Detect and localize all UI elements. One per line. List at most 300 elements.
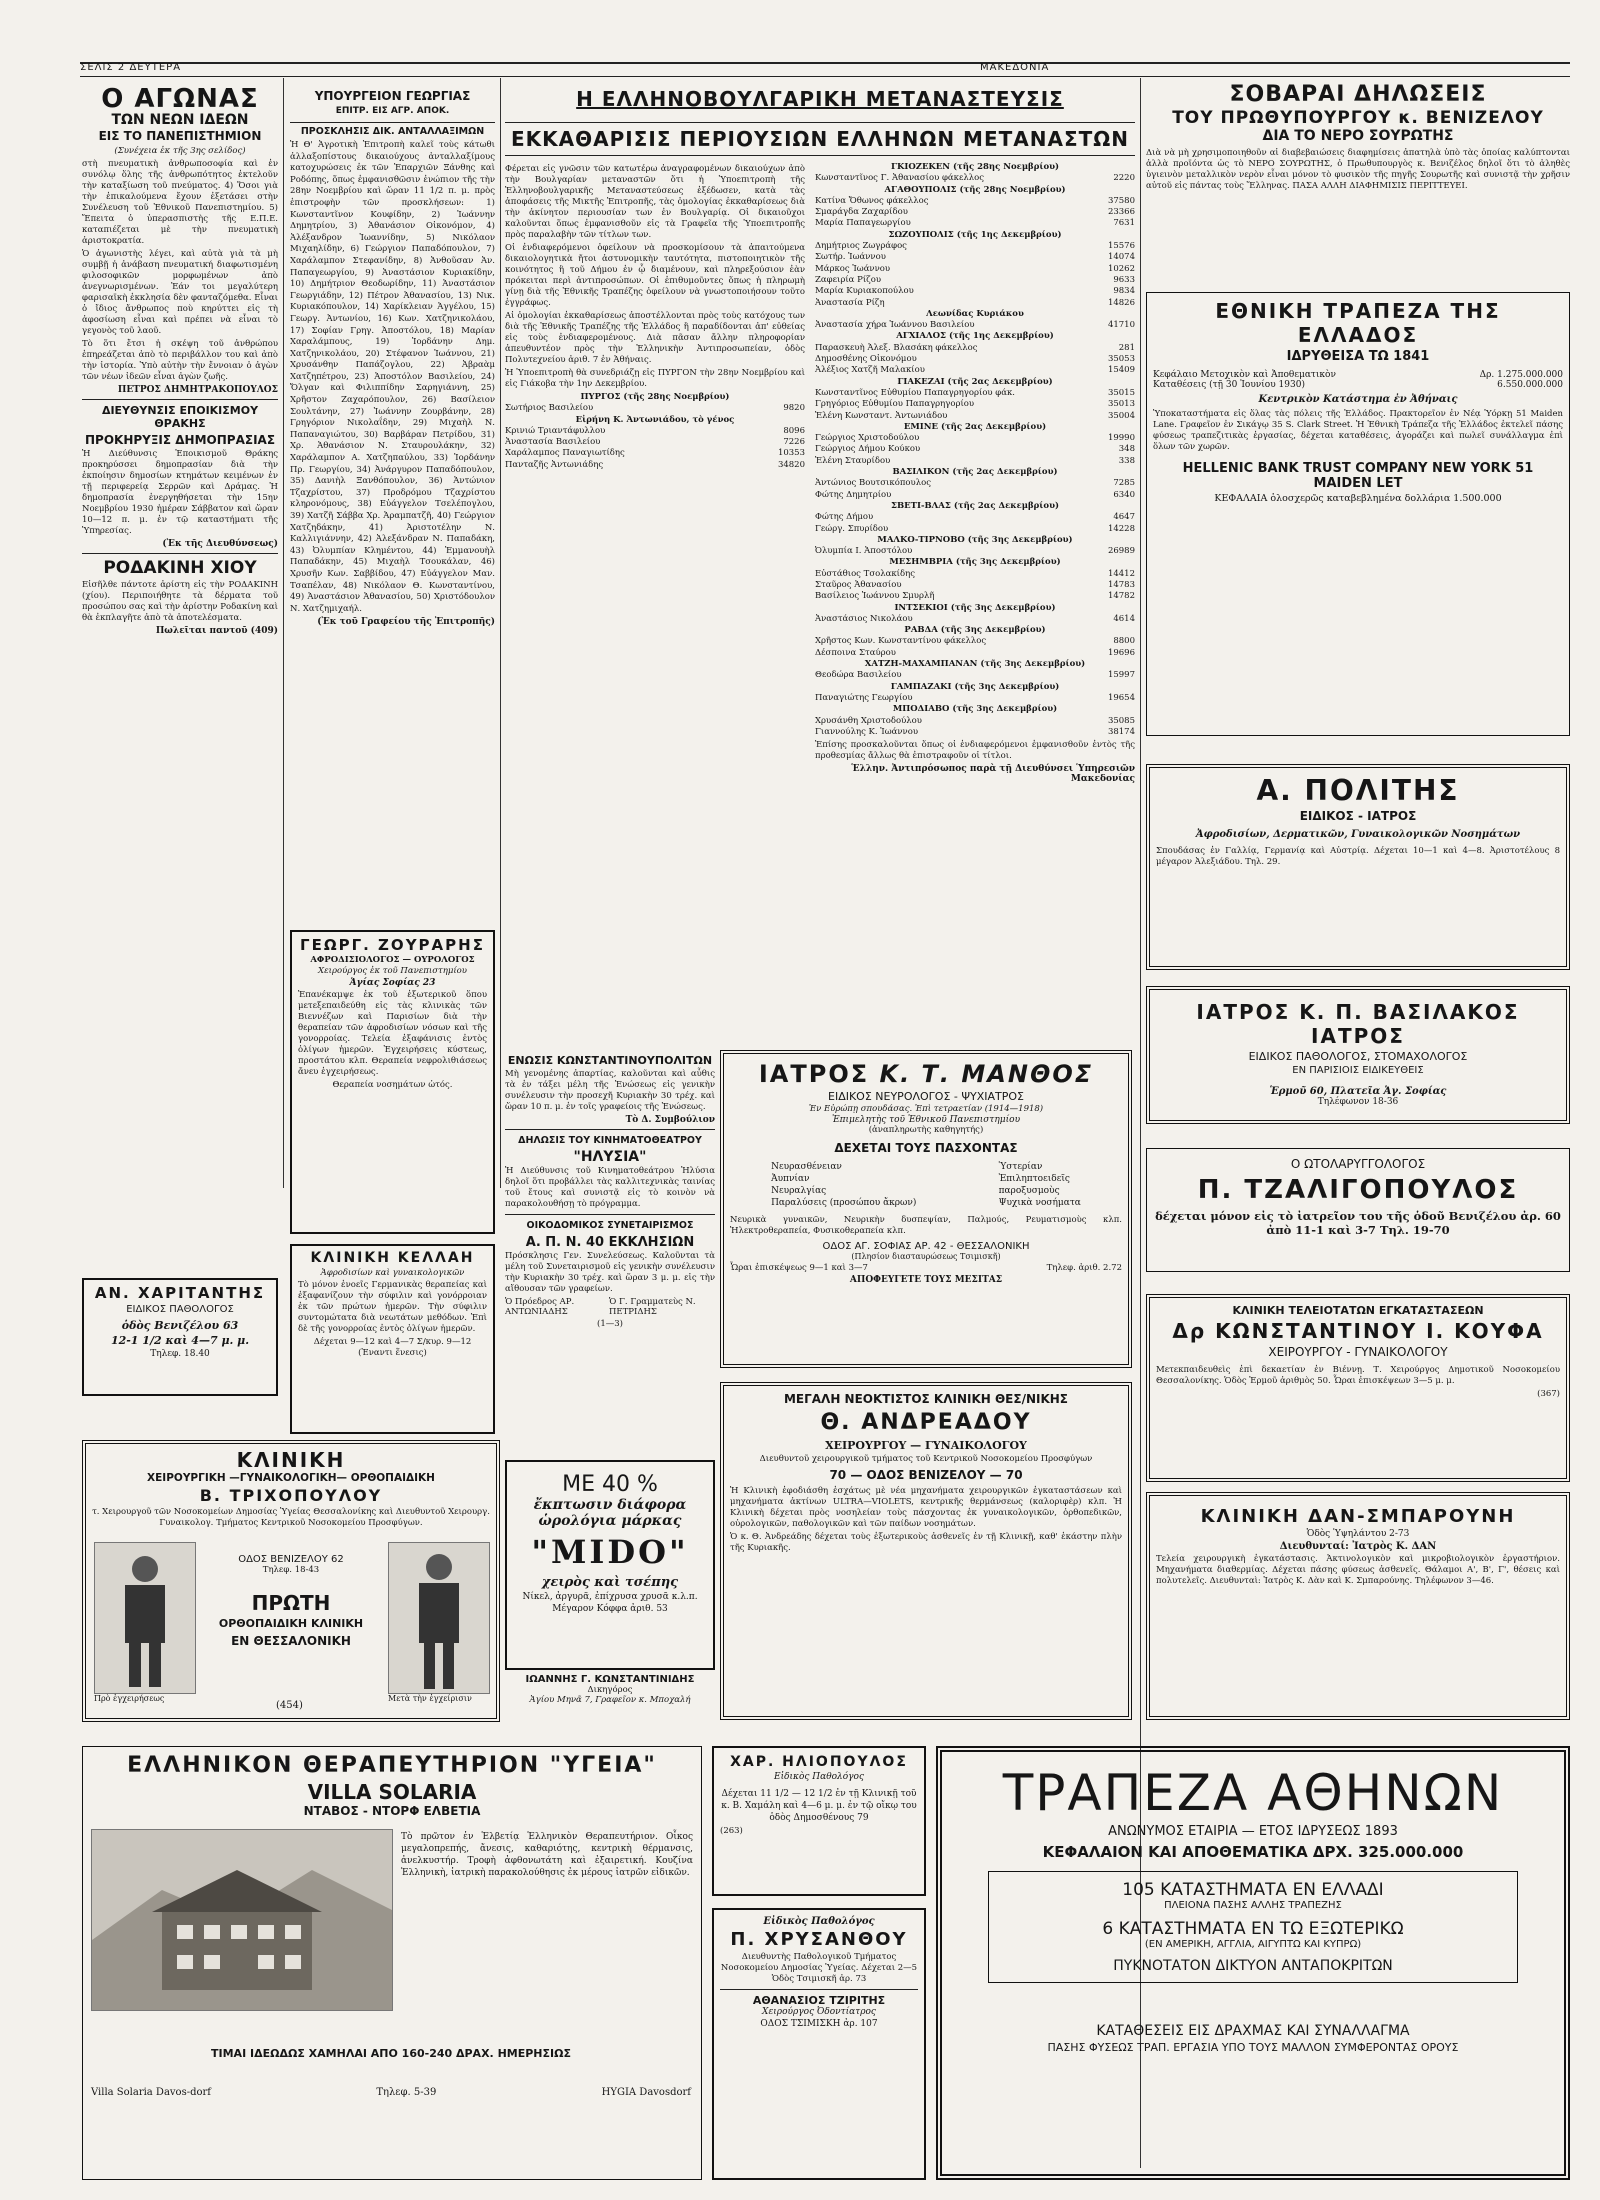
list-item-amount: 38174 [1107,726,1135,737]
ad-text: Ἡ Κλινικὴ ἐφοδιάσθη ἐσχάτως μὲ νέα μηχανήματα χειρουργικῶν ἐγκαταστάσεων καὶ μηχανήματα ἀκτίνων ULTRA—VIOLETS, κεντρικῆς θερμάνσεως (καλοριφὲρ) κλπ. Ἡ Κλινικὴ δέχεται πρὸς νοσηλείαν τοὺς πάσχοντας ἐκ γυναικολογικῶν, ὀρθοπεδικῶν, οὐρολογικῶν, παθολογικῶν καὶ τῶν παίδων νοσημάτων. [730,1486,1122,1529]
ad-phone: Τηλεφ. 5-39 [376,2087,437,2098]
list-item-name: Φώτης Δήμου [815,512,874,523]
ad-title: ΜΕΓΑΛΗ ΝΕΟΚΤΙΣΤΟΣ ΚΛΙΝΙΚΗ ΘΕΣ/ΝΙΚΗΣ [783,1392,1069,1406]
ad-line: Ἀφροδισίων, Δερματικῶν, Γυναικολογικῶν Νοσημάτων [1195,829,1521,840]
list-item [815,422,1135,433]
ad-subtitle: ΧΕΙΡΟΥΡΓΟΥ — ΓΥΝΑΙΚΟΛΟΓΟΥ [825,1439,1027,1452]
list-item-amount: 7631 [1113,218,1135,229]
list-item [815,580,1135,591]
branches-abroad-note: (ΕΝ ΑΜΕΡΙΚΗ, ΑΓΓΛΙΑ, ΑΙΓΥΠΤΩ ΚΑΙ ΚΥΠΡΩ) [1144,1939,1362,1950]
ad-name: ΑΘΑΝΑΣΙΟΣ ΤΖΙΡΙΤΗΣ [752,1994,886,2007]
list-item [815,603,1135,614]
bank-subtitle: ΑΝΩΝΥΜΟΣ ΕΤΑΙΡΙΑ — ΕΤΟΣ ΙΔΡΥΣΕΩΣ 1893 [1108,1824,1398,1839]
notice-paragraph: Πρόσκλησις Γεν. Συνελεύσεως. Καλοῦνται τὰ μέλη τοῦ Συνεταιρισμοῦ εἰς γενικὴν συνέλευσιν τὴν Κυριακὴν 30 τρέχ. καὶ ὥραν 3 μ. μ. εἰς τὴν αἴθουσαν τῶν γραφείων. [505,1251,715,1294]
list-item [815,524,1135,535]
list-item-name: Σμαράγδα Ζαχαρίδου [815,207,908,218]
list-item-amount: 35085 [1107,715,1135,726]
notice-paragraph: Ἡ Θ' Ἀγροτικὴ Ἐπιτροπὴ καλεῖ τοὺς κάτωθι ἀλλαξοπίστους δικαιούχους ἀνταλλαξίμους κατοχυρώσεις ἐκ τῶν Ἐπαρχιῶν Ξάνθης καὶ Ροδόπης, ὅπως ἐμφανισθῶσιν ἐνώπιον τῆς τὴν 28ην Νοεμβρίου καὶ ὥραν 11 1/2 π. μ. πρὸς ἐπιστροφὴν τῶν προσκλήσεων: 1) Κωνσταντῖνον Κουφίδην, 2) Ἰωάννην Δημητρίου, 3) Ἀθανάσιον Οἰκονόμον, 4) Ἀλέξανδρον Ἰωαννίδην, 5) Νικόλαον Μιχαηλίδην, 6) Γεώργιον Παπαδόπουλον, 7) Χαράλαμπον Στεφανίδην, 8) Ἀνθοῦσαν Ἀν. Παπαγεωργίου, 9) Ἀναστάσιον Κυριακίδην, 10) Δημήτριον Θεοδωρίδην, 11) Ἀναστάσιον Γεωργιάδην, 12) Πέτρον Ἀθανασίου, 13) Νικ. Κυριακόπουλον, 14) Χαρίκλειαν Ἀγγέλου, 15) Γεωργ. Ἀντωνίου, 16) Κων. Χατζηνικολάου, 17) Σοφίαν Γρηγ. Ἀποστόλου, 18) Μαρίαν Χαραλάμπους, 19) Ἰορδάνην Δημ. Χατζηνικολάου, 20) Στέφανον Ἰωάννου, 21) Χρυσάνθην Παπάζογλου, 22) Ἀβραὰμ Χατζηπέτρου, 23) Ἀποστόλον Βασιλείου, 24) Ὄλγαν καὶ Φιλιππίδην Σαρηγιάννη, 25) Χρῆστον Ζαχαρόπουλον, 26) Βασίλειον Σουλτάνην, 27) Ἰωάννην Ζουρβάνην, 28) Γρηγόριον Νικολαΐδην, 29) Μιχαὴλ Ν. Παπαναγιώτου, 30) Βαρβάραν Πετρίδου, 31) Χρ. Ἀθανάσιον Ν. Σταυρουλάκην, 32) Χαράλαμπον Α. Χατζηπαύλου, 33) Ἰορδάνην Πρ. Γεωργίου, 34) Ἀνάργυρον Παπαδόπουλον, 35) Δανιὴλ Ξανθόπουλον, 36) Ἀντώνιον Τζαχρίστου, 37) Προδρόμου Τζαχρίστου κληρονόμους, 38) Εὐάγγελον Τσελέπογλου, 39) Χατζῆ Σάββα Χρ. Ἀραμπατζῆ, 40) Γεώργιον Χατζηδάκην, 41) Ἀριστοτέλην Ν. Καλλιγιάννην, 42) Ἀλεξάνδραν Ν. Παπαδάκη, 43) Ὀλυμπίαν Κλημέντου, 44) Ἐμμανουὴλ Παπαδάκην, 45) Μιχαὴλ Τσουκάλαν, 46) Χρυσῆν Κων. Σαββίδου, 47) Εὐάγγελον Μαν. Τσαπέλαν, 48) Νικόλαον Θ. Κωνσταντίνου, 49) Ἀναστάσιον Ἀθανασίου, 50) Χριστόδουλον Ν. Χατζημιχαήλ. [290,140,495,614]
condition-item: παροξυσμοὺς [998,1186,1060,1196]
list-item [505,426,805,437]
column-rule [283,78,284,1188]
ad-address: Villa Solaria Davos-dorf [91,2087,211,2098]
list-item-name: Ἀναστάσιος Νικολάου [815,613,913,624]
column-3 [505,86,1135,1046]
notice-name: "ΗΛΥΣΙΑ" [573,1149,647,1165]
list-item [815,343,1135,354]
list-item [815,354,1135,365]
list-item-name: Σωτήρ. Ἰωάννου [815,252,886,263]
villa-photo [91,1829,393,2011]
deposits-label: Καταθέσεις (τῇ 30 Ἰουνίου 1930) [1153,380,1305,390]
list-item-name: Κρινιώ Τριαντάφυλλου [505,425,606,436]
article-paragraph: Διὰ νὰ μὴ χρησιμοποιηθοῦν αἱ διαβεβαιώσεις διαφημίσεις ἀπατηλὰ ὑπὸ τὰς ὁποίας καλύπτονται ἀλλὰ προϊόντα ὡς τὸ ΝΕΡΟ ΣΟΥΡΩΤΗΣ, ὁ Πρωθυπουργὸς κ. Βενιζέλος δηλοῖ ὅτι τὸ ἀληθὲς ὑγιεινὸν μεταλλικὸν νερὸν εἶναι μόνον τὸ φυσικὸν τῆς πηγῆς Σουρωτῆς καὶ συνιστᾷ τὴν χρῆσιν αὐτοῦ εἰς πάντας τοὺς Ἕλληνας. ΠΑΣΑ ΑΛΛΗ ΔΙΑΦΗΜΙΣΙΣ ΠΕΡΙΤΤΕΥΕΙ. [1146,148,1570,191]
ad-phone: Τηλεφ. 18-43 [262,1565,320,1575]
list-item [815,693,1135,704]
ad-address: 70 — ΟΔΟΣ ΒΕΝΙΖΕΛΟΥ — 70 [829,1468,1023,1482]
list-item-amount: 19990 [1107,433,1135,444]
list-item-name: Βασίλειος Ἰωάννου Σμυρλῆ [815,591,935,602]
list-item-name: Γρηγόριος Εὐθυμίου Παπαγρηγορίου [815,399,975,410]
article-title-line2: ΤΟΥ ΠΡΩΘΥΠΟΥΡΓΟΥ κ. ΒΕΝΙΖΕΛΟΥ [1172,108,1544,128]
ad-iliopoulos [712,1746,926,1896]
list-item-amount: 14228 [1107,523,1135,534]
list-group-heading: ΜΑΛΚΟ-ΤΙΡΝΟΒΟ (τῆς 3ης Δεκεμβρίου) [877,534,1073,545]
ad-line: (ἀναπληρωτὴς καθηγητής) [868,1125,984,1135]
article-paragraph: Ἐπίσης προσκαλοῦνται ὅπως οἱ ἐνδιαφερόμενοι ἐμφανισθοῦν ἐντὸς τῆς προθεσμίας ἄλλως θὰ ἐπιστραφοῦν οἱ τίτλοι. [815,740,1135,762]
article-paragraph: Ἡ Ὑποεπιτροπὴ θὰ συνεδριάζῃ εἰς ΠΥΡΓΟΝ τὴν 28ην Νοεμβρίου καὶ εἰς Γιάκοβα τὴν 1ην Δεκεμβρίου. [505,368,805,389]
list-item [815,241,1135,252]
ad-name: Α. ΠΟΛΙΤΗΣ [1256,774,1460,807]
list-item [815,252,1135,263]
list-item-name: Κατίνα Ὄθωνος φάκελλος [815,195,929,206]
ad-heading: ΔΕΧΕΤΑΙ ΤΟΥΣ ΠΑΣΧΟΝΤΑΣ [834,1141,1018,1155]
ad-address: Ἑρμοῦ 60, Πλατεῖα Ἁγ. Σοφίας [1269,1086,1447,1097]
condition-item: Νευρασθένειαν [771,1162,842,1172]
ad-line: χειρὸς καὶ τσέπης [541,1575,679,1590]
column-rule [500,78,501,1188]
bank-founded: ΙΔΡΥΘΕΙΣΑ ΤΩ 1841 [1286,349,1430,364]
notice-paragraph: Μὴ γενομένης ἀπαρτίας, καλοῦνται καὶ αὖθις τὰ ἐν τάξει μέλη τῆς Ἑνώσεως εἰς γενικὴν συνέλευσιν τὴν προσεχῆ Κυριακὴν 30 τρέχ. καὶ ὥραν 10 π. μ. ἐν τοῖς γραφείοις τῆς Ἑνώσεως. [505,1069,715,1112]
ad-subtitle: Δικηγόρος [587,1685,633,1695]
list-item-amount: 9820 [783,403,805,414]
ad-title: ΙΑΤΡΟΣ [758,1060,870,1088]
ad-subtitle: Εἰδικὸς Παθολόγος [763,1916,875,1927]
list-item [815,670,1135,681]
hellenic-bank: HELLENIC BANK TRUST COMPANY NEW YORK 51 MAIDEN LET [1182,461,1534,491]
list-item-name: Πανταζῆς Ἀντωνιάδης [505,459,604,470]
divider [82,553,278,554]
list-item-amount: 37580 [1107,195,1135,206]
notice-signature: (Ἐκ τῆς Διευθύνσεως) [162,539,278,549]
list-item-name: Γεώργιος Χριστοδούλου [815,433,920,444]
list-item [815,682,1135,693]
ad-name: ΚΛΙΝΙΚΗ ΔΑΝ-ΣΜΠΑΡΟΥΝΗ [1200,1506,1516,1527]
list-item-amount: 14826 [1107,297,1135,308]
ad-mido [505,1460,715,1670]
list-item-amount: 8800 [1113,636,1135,647]
list-item [815,591,1135,602]
ad-brand: "MIDO" [531,1533,689,1571]
ad-bank-of-athens [936,1746,1570,2180]
divider [505,1129,715,1130]
ad-name: ΚΛΙΝΙΚΗ ΚΕΛΛΑΗ [310,1250,475,1266]
list-item [815,264,1135,275]
ad-number: (367) [1537,1389,1560,1399]
ad-dan-smparouni [1146,1492,1570,1720]
ad-text: Ὁ κ. Θ. Ἀνδρεάδης δέχεται τοὺς ἐξωτερικοὺς ἀσθενεῖς ἐν τῇ Κλινικῇ, καθ' ἑκάστην πλὴν τῆς Κυριακῆς. [730,1532,1122,1553]
ad-price: ΤΙΜΑΙ ΙΔΕΩΔΩΣ ΧΑΜΗΛΑΙ ΑΠΟ 160-240 ΔΡΑΧ. ΗΜΕΡΗΣΙΩΣ [211,2047,571,2060]
ad-line: Διευθυντοῦ χειρουργικοῦ τμήματος τοῦ Κεντρικοῦ Νοσοκομείου Προσφύγων [759,1454,1093,1464]
bank-name: ΤΡΑΠΕΖΑ ΑΘΗΝΩΝ [1002,1764,1504,1822]
list-item [505,403,805,414]
list-item-amount: 35015 [1107,387,1135,398]
ad-line: Ἐπιμελητὴς τοῦ Ἐθνικοῦ Πανεπιστημίου [831,1115,1021,1125]
list-item [815,704,1135,715]
list-item-name: Κωνσταντῖνος Εὐθυμίου Παπαγρηγορίου φάκ. [815,387,1016,398]
ad-phone: Τηλέφωνον 18-36 [1317,1097,1399,1107]
ad-national-bank [1146,292,1570,736]
ad-name: Π. ΤΖΑΛΙΓΟΠΟΥΛΟΣ [1197,1175,1519,1205]
list-item-amount: 19696 [1107,647,1135,658]
ad-closing: ΑΠΟΦΕΥΓΕΤΕ ΤΟΥΣ ΜΕΣΙΤΑΣ [849,1275,1003,1285]
ad-name: ΙΩΑΝΝΗΣ Γ. ΚΩΝΣΤΑΝΤΙΝΙΔΗΣ [525,1674,695,1685]
patient-after-figure [388,1542,490,1694]
ad-address-note: (Πλησίον διασταυρώσεως Τσιμισκῆ) [851,1252,1001,1261]
divider [82,399,278,400]
ad-vasilakos [1146,986,1570,1124]
list-group-heading: Εἰρήνη Κ. Ἀντωνιάδου, τὸ γένος [575,414,735,425]
notice-subtitle: ΕΠΙΤΡ. ΕΙΣ ΑΓΡ. ΑΠΟΚ. [335,106,450,116]
masthead-bar [80,62,1570,77]
person-figure-icon [95,1543,195,1693]
list-item [815,444,1135,455]
list-item-name: Παναγιώτης Γεωργίου [815,692,913,703]
ad-subtitle: ΕΙΔΙΚΟΣ ΠΑΘΟΛΟΓΟΣ [126,1304,234,1315]
ad-zourāris [290,930,495,1234]
ad-name: VILLA SOLARIA [307,1780,477,1804]
list-item [815,535,1135,546]
list-item-amount: 9633 [1113,274,1135,285]
ad-ygeia [82,1746,702,2180]
list-group-heading: ΙΝΤΣΕΚΙΟΙ (τῆς 3ης Δεκεμβρίου) [894,602,1056,613]
list-group-heading: ΧΑΤΖΗ-ΜΑΧΑΜΠΑΝΑΝ (τῆς 3ης Δεκεμβρίου) [864,659,1086,670]
ad-text: Μετεκπαιδευθεὶς ἐπὶ δεκαετίαν ἐν Βιέννῃ. Τ. Χειρούργος Δημοτικοῦ Νοσοκομείου Θεσσαλονίκης. Ὁδὸς Ἑρμοῦ ἀριθμὸς 50. Ὧραι ἐπισκέψεων 3—5 μ. μ. [1156,1365,1560,1386]
ad-trichopoulou [82,1440,500,1722]
article-paragraph: Οἱ ἐνδιαφερόμενοι ὀφείλουν νὰ προσκομίσουν τὰ ἀπαιτούμενα δικαιολογητικὰ ἤτοι ἀστυνομικὴν ταυτότητα, πιστοποιητικὸν τῆς κοινότητος ἢ τοῦ Δήμου ἐν ᾧ διαμένουν, καὶ πληρεξούσιον ἐὰν πρόκειται περὶ ἀντιπροσώπων. Οἱ ἐπιθυμοῦντες ὅπως ἡ πληρωμὴ γίνῃ διὰ τῆς Ἐθνικῆς Τραπέζης ὀφείλουν νὰ γνωστοποιήσουν τοῦτο ἐγγράφως. [505,243,805,308]
list-group-heading: ΕΜΙΝΕ (τῆς 2ας Δεκεμβρίου) [903,421,1047,432]
condition-item: Παραλύσεις (προσώπου ἄκρων) [771,1198,917,1208]
list-item [815,614,1135,625]
list-item [815,162,1135,173]
ad-name: ΙΑΤΡΟΣ Κ. Π. ΒΑΣΙΛΑΚΟΣ ΙΑΤΡΟΣ [1196,1000,1520,1048]
deposits-line: ΚΑΤΑΘΕΣΕΙΣ ΕΙΣ ΔΡΑΧΜΑΣ ΚΑΙ ΣΥΝΑΛΛΑΓΜΑ [1096,2023,1410,2039]
list-item-name: Χαράλαμπος Παναγιωτίδης [505,448,625,459]
column-4-article [1146,82,1570,294]
list-item-name: Σωτήριος Βασιλείου [505,403,594,414]
list-item [815,309,1135,320]
article-paragraph: Φέρεται εἰς γνῶσιν τῶν κατωτέρω ἀναγραφομένων δικαιούχων ἀπὸ τὴν Βουλγαρίαν μεταναστῶν ὅτι ἡ Ὑποεπιτροπὴ τῆς Ἑλληνοβουλγαρικῆς Μεταναστεύσεως ἐξέδωσεν, κατὰ τὰς ἀποφάσεις τῆς Μικτῆς Ἐπιτροπῆς, τὰς ὁμολογίας ἐκκαθαρίσεως διὰ τὴν ἀκίνητον περιουσίαν των ἐν Βουλγαρίᾳ. Οἱ δικαιοῦχοι καλοῦνται ὅπως ἐμφανισθοῦν εἰς τὰ Γραφεῖα τῆς Ὑποεπιτροπῆς πρὸς παραλαβὴν τῶν τίτλων των. [505,164,805,240]
list-item [505,437,805,448]
list-item-amount: 14783 [1107,579,1135,590]
ad-line: Χειρούργος ἐκ τοῦ Πανεπιστημίου [318,966,467,976]
ad-line: Ἐν Εὐρώπῃ σπουδάσας. Ἐπὶ τετραετίαν (1914—1918) [808,1104,1044,1114]
ad-text: Τὸ μόνον ἐνοεῖς Γερμανικὰς θεραπείας καὶ ἐξαφανίζουν τὴν σύφιλιν καὶ γονόρροιαν ἐκ τῶν πρώτων ἡμερῶν. Τὴν σύφιλιν συντομώτατα διὰ νεωτάτων μεθόδων. Ἐπὶ δὲ τῆς γονορροίας ἐντὸς ὀλίγων ἡμερῶν. [298,1280,487,1334]
list-item [815,467,1135,478]
ad-address: ΟΔΟΣ ΑΓ. ΣΟΦΙΑΣ ΑΡ. 42 - ΘΕΣΣΑΛΟΝΙΚΗ [822,1241,1030,1252]
list-item [815,727,1135,738]
ad-text: Ἐπανέκαμψε ἐκ τοῦ ἐξωτερικοῦ ὅπου μετεξεπαιδεύθη εἰς τὰς κλινικὰς τῶν Βιεννέζων καὶ Παρισίων διὰ τὴν θεραπείαν τῶν ἀφροδισίων νόσων καὶ τῆς γονορροίας. Τελεία ἐξαφάνισις ἐντὸς ὀλίγων ἡμερῶν. Ἐγχειρήσεις κύστεως, προστάτου κλπ. Θεραπεία νεφρολιθιάσεως ἄνευ ἐγχειρήσεως. [298,990,487,1077]
list-group-heading: ΑΓΧΙΑΛΟΣ (τῆς 1ης Δεκεμβρίου) [896,331,1054,342]
list-item-amount: 10262 [1107,263,1135,274]
article-signature: Ἑλλην. Ἀντιπρόσωπος παρὰ τῇ Διευθύνσει Ὑπηρεσιῶν Μακεδονίας [851,764,1135,785]
notice-paragraph: Ἡ Διεύθυνσις τοῦ Κινηματοθεάτρου Ἠλύσια δηλοῖ ὅτι προβάλλει τὰς καλλιτεχνικὰς ταινίας τοῦ ἔτους καὶ συνιστᾷ εἰς τὸ κοινὸν νὰ παρακολουθήσῃ τὸ πρόγραμμα. [505,1166,715,1209]
list-item [815,399,1135,410]
list-item [815,636,1135,647]
column-2 [290,86,495,916]
condition-list [999,1161,1081,1209]
list-item-name: Μάρκος Ἰωάννου [815,263,891,274]
ad-text: δέχεται μόνον εἰς τὸ ἰατρεῖον του τῆς ὁδοῦ Βενιζέλου ἀρ. 60 ἀπὸ 11-1 καὶ 3-7 Τηλ. 19-70 [1155,1209,1561,1237]
list-item-amount: 338 [1118,455,1135,466]
list-item-name: Ἀναστασία Ρίζη [815,297,885,308]
list-group-heading: ΠΥΡΓΟΣ (τῆς 28ης Νοεμβρίου) [580,392,730,402]
ad-subtitle: ΑΦΡΟΔΙΣΙΟΛΟΓΟΣ — ΟΥΡΟΛΟΓΟΣ [310,955,475,965]
list-item [505,392,805,403]
notice-title: ΕΝΩΣΙΣ ΚΩΝΣΤΑΝΤΙΝΟΥΠΟΛΙΤΩΝ [507,1054,713,1067]
list-item [815,512,1135,523]
ad-politis [1146,764,1570,970]
beneficiary-list [505,392,805,471]
list-group-heading: Λεωνίδας Κυριάκου [926,308,1024,319]
list-item [815,286,1135,297]
article-paragraph: Τὸ ὅτι ἔτσι ἡ σκέψη τοῦ ἀνθρώπου ἐπηρεάζεται ἀπὸ τὸ περιβάλλον του καὶ ἀπὸ τὴν ἱστορία. Ὑπὸ αὐτὴν τὴν ἔννοιαν ὁ ἀγὼν τῶν νέων ἰδεῶν εἶναι ἀγὼν ζωῆς. [82,339,278,382]
list-item-name: Ἀλέξιος Χατζῆ Μαλακίου [815,365,925,376]
continued-note: (Συνέχεια ἐκ τῆς 3ης σελίδος) [114,146,246,156]
ad-chrysanthou [712,1908,926,2180]
list-item [815,648,1135,659]
list-item-name: Μαρία Παπαγεωργίου [815,218,911,229]
list-item-name: Σταῦρος Ἀθανασίου [815,579,902,590]
condition-item: Ἐπιληπτοειδεῖς [998,1174,1070,1184]
divider [505,1214,715,1215]
notice-signature: Ὁ Πρόεδρος ΑΡ. ΑΝΤΩΝΙΑΔΗΣ [505,1297,575,1317]
list-item [505,460,805,471]
list-item [815,478,1135,489]
list-item-amount: 6340 [1113,489,1135,500]
notice-title: ΔΙΕΥΘΥΝΣΙΣ ΕΠΟΙΚΙΣΜΟΥ ΘΡΑΚΗΣ [101,404,259,430]
condition-item: Ψυχικὰ νοσήματα [998,1198,1081,1208]
list-item-amount: 15997 [1107,670,1135,681]
list-item-amount: 26989 [1107,546,1135,557]
branches-domestic: 105 ΚΑΤΑΣΤΗΜΑΤΑ ΕΝ ΕΛΛΑΔΙ [1122,1880,1384,1900]
ad-hours: Ὧραι ἐπισκέψεως 9—1 καὶ 3—7 [730,1263,868,1273]
ad-line: τ. Χειρουργοῦ τῶν Νοσοκομείων Δημοσίας Ὑγείας Θεσσαλονίκης καὶ Διευθυντοῦ Χειρουργ. Γυναικολογ. Τμήματος Κεντρικοῦ Νοσοκομείου Προσφύγων. [92,1507,490,1528]
list-item [815,331,1135,342]
list-group-heading: ΣΒΕΤΙ-ΒΛΑΣ (τῆς 2ας Δεκεμβρίου) [890,500,1059,511]
correspondents: ΠΥΚΝΟΤΑΤΟΝ ΔΙΚΤΥΟΝ ΑΝΤΑΠΟΚΡΙΤΩΝ [1113,1958,1393,1974]
ad-phone: Τηλεφ. ἀριθ. 2.72 [1046,1263,1122,1273]
list-item [815,320,1135,331]
list-item-name: Ὀλυμπία Ι. Ἀποστόλου [815,546,913,557]
list-item-amount: 14412 [1107,568,1135,579]
ad-title: ΚΛΙΝΙΚΗ [236,1448,346,1472]
ad-andreadou [720,1382,1132,1720]
bank-capital: ΚΕΦΑΛΑΙΟΝ ΚΑΙ ΑΠΟΘΕΜΑΤΙΚΑ ΔΡΧ. 325.000.000 [1042,1843,1464,1861]
list-item [505,415,805,426]
article-subtitle: ΕΚΚΑΘΑΡΙΣΙΣ ΠΕΡΙΟΥΣΙΩΝ ΕΛΛΗΝΩΝ ΜΕΤΑΝΑΣΤΩΝ [505,122,1135,156]
list-item-amount: 41710 [1107,320,1135,331]
list-group-heading: ΑΓΑΘΟΥΠΟΛΙΣ (τῆς 28ης Νοεμβρίου) [884,184,1066,195]
list-item-amount: 15409 [1107,365,1135,376]
list-item [815,557,1135,568]
ad-text: Τὸ πρῶτον ἐν Ἑλβετίᾳ Ἑλληνικὸν Θεραπευτήριον. Οἶκος μεγαλοπρεπής, ἄνεσις, καθαριότης, κεντρικὴ θέρμανσις, ἀνελκυστήρ. Τροφὴ ἀφθονωτάτη καὶ ἐξαιρετική. Κουζίνα Ἑλληνικὴ, ἰατρικὴ παρακολούθησις ἐκ μέρους ἰατρῶν εἰδικῶν. [401,1832,693,1878]
ad-text: Δέχεται 11 1/2 — 12 1/2 ἐν τῇ Κλινικῇ τοῦ κ. Β. Χαμάλη καὶ 4—6 μ. μ. ἐν τῷ οἴκῳ του ὁδὸς Δημοσθένους 79 [721,1789,917,1823]
figure-caption: Πρὸ ἐγχειρήσεως [94,1694,165,1703]
masthead-center: ΜΑΚΕΔΟΝΙΑ [980,62,1050,73]
ad-title: ΡΟΔΑΚΙΝΗ ΧΙΟΥ [103,558,257,578]
ad-kellaē [290,1244,495,1434]
list-item [815,207,1135,218]
ad-text: Τελεία χειρουργικὴ ἐγκατάστασις. Ἀκτινολογικὸν καὶ μικροβιολογικὸν ἐργαστήριον. Μηχανήματα διαθερμίας. Δέχεται πάσης φύσεως ἀσθενεῖς. Θάλαμοι Α', Β', Γ', θέσεις καὶ πολυτελεῖς. Διευθυνταὶ: Ἰατρὸς Κ. Δὰν καὶ Κ. Σμπαρούνης. Τηλέφωνον 3—46. [1156,1554,1560,1586]
ad-name: ΑΝ. ΧΑΡΙΤΑΝΤΗΣ [94,1284,266,1302]
ad-address: ΟΔΟΣ ΤΣΙΜΙΣΚΗ ἀρ. 107 [760,2019,878,2029]
ad-name: Π. ΧΡΥΣΑΝΘΟΥ [730,1929,908,1950]
notice-signature: (Ἐκ τοῦ Γραφείου τῆς Ἐπιτροπῆς) [317,617,495,628]
ad-name: ΓΕΩΡΓ. ΖΟΥΡΑΡΗΣ [300,936,485,954]
article-title-line2: ΤΩΝ ΝΕΩΝ ΙΔΕΩΝ [111,112,249,128]
capital-value: Δρ. 1.275.000.000 [1479,370,1563,380]
services-line: ΠΑΣΗΣ ΦΥΣΕΩΣ ΤΡΑΠ. ΕΡΓΑΣΙΑ ΥΠΟ ΤΟΥΣ ΜΑΛΛΟΝ ΣΥΜΦΕΡΟΝΤΑΣ ΟΡΟΥΣ [1047,2041,1459,2054]
list-item-amount: 8096 [783,425,805,436]
list-item-name: Γεώργ. Σπυρίδου [815,523,889,534]
ad-name: Θ. ΑΝΔΡΕΑΔΟΥ [820,1410,1032,1435]
list-item-name: Εὐστάθιος Τσολακίδης [815,568,915,579]
ad-subtitle: Ο ΩΤΟΛΑΡΥΓΓΟΛΟΓΟΣ [1290,1157,1426,1171]
ad-paragraph: Εἰσῆλθε πάντοτε ἀρίστη εἰς τὴν ΡΟΔΑΚΙΝΗ (χίου). Περιποιήθητε τὰ δέρματα τοῦ προσώπου σας καὶ τὴν ἀρίστην Ροδακίνη καὶ θὰ ἐκπλαγῆτε ἀπὸ τὰ ἀποτελέσματα. [82,580,278,623]
list-group-heading: ΜΕΣΗΜΒΡΙΑ (τῆς 3ης Δεκεμβρίου) [889,557,1061,568]
ad-address: ὁδὸς Βενιζέλου 63 [121,1319,239,1332]
list-item-name: Κωνσταντῖνος Γ. Ἀθανασίου φάκελλος [815,173,985,184]
list-item-amount: 14074 [1107,252,1135,263]
ad-tzaligopoulos [1146,1148,1570,1272]
divider [720,1989,918,1990]
ad-title: ΕΛΛΗΝΙΚΟΝ ΘΕΡΑΠΕΥΤΗΡΙΟΝ "ΥΓΕΙΑ" [127,1753,657,1778]
notice-name: Α. Π. Ν. 40 ΕΚΚΛΗΣΙΩΝ [525,1235,695,1250]
list-item [815,377,1135,388]
ad-clinic: ΟΡΘΟΠΑΙΔΙΚΗ ΚΛΙΝΙΚΗ [218,1617,364,1630]
ad-city: ΕΝ ΘΕΣΣΑΛΟΝΙΚΗ [231,1634,351,1648]
ad-name: Δρ ΚΩΝΣΤΑΝΤΙΝΟΥ Ι. ΚΟΥΦΑ [1172,1319,1544,1343]
list-item-name: Ἀντώνιος Βουτσικόπουλος [815,478,931,489]
list-item [815,230,1135,241]
list-item [815,546,1135,557]
ad-number: (263) [720,1826,743,1836]
ad-number: (454) [276,1700,303,1711]
list-item-amount: 348 [1118,444,1135,455]
bank-name: ΕΘΝΙΚΗ ΤΡΑΠΕΖΑ ΤΗΣ ΕΛΛΑΔΟΣ [1215,299,1501,347]
list-item [815,716,1135,727]
article-title-line3: ΔΙΑ ΤΟ ΝΕΡΟ ΣΟΥΡΩΤΗΣ [1262,128,1454,144]
ad-name: ΧΑΡ. ΗΛΙΟΠΟΥΛΟΣ [730,1754,908,1770]
building-icon [92,1830,392,2010]
ad-text: Νευρικὰ γυναικῶν, Νευρικὴν δυσπεψίαν, Παλμούς, Ρευματισμοὺς κλπ. Ἠλεκτροθεραπεία, Φυσικοθεραπεία κλπ. [730,1215,1122,1236]
list-item-name: Γιαννούλης Κ. Ἰωάννου [815,726,919,737]
patient-before-figure [94,1542,196,1694]
branches-note: ΠΛΕΙΟΝΑ ΠΑΣΗΣ ΑΛΛΗΣ ΤΡΑΠΕΖΗΣ [1164,1900,1342,1911]
list-item-amount: 23366 [1107,207,1135,218]
ad-subtitle: ΕΙΔΙΚΟΣ ΝΕΥΡΟΛΟΓΟΣ - ΨΥΧΙΑΤΡΟΣ [828,1090,1024,1103]
list-item [815,173,1135,184]
ad-directors: Διευθυνταί: Ἰατρὸς Κ. ΔΑΝ [1279,1541,1437,1552]
list-item [815,388,1135,399]
notice-signature: Τὸ Δ. Συμβούλιον [625,1115,715,1125]
ad-hours: Θεραπεία νοσημάτων ὠτός. [332,1080,453,1090]
ad-hours: 12-1 1/2 καὶ 4—7 μ. μ. [110,1334,250,1347]
notice-title: ΥΠΟΥΡΓΕΙΟΝ ΓΕΩΡΓΙΑΣ [314,89,471,103]
list-item-name: Δημοσθένης Οἰκονόμου [815,354,917,365]
list-item-amount: 4614 [1113,613,1135,624]
article-paragraph: στὴ πνευματικὴ ἀνθρωποσοφία καὶ ἐν συνόλῳ ὅλης τῆς ἀνθρωπότητος ἐκτελοῦν τὴν καταξίωση τοῦ πνεύματος. 4) Ὅσοι γιὰ τὴν ἐπικαλούμενα ἔχουν ἐξετάσει στὴν Συνέλευση τοῦ Ἐθνικοῦ Πανεπιστημίου. 5) Ἔπειτα ὁ ὑπερασπιστὴς τῆς Ε.Π.Ε. καταπιέζεται μὲ τὴν πνευματικὴ ἀριστοκρατία. [82,159,278,246]
list-item-amount: 7226 [783,437,805,448]
list-group-heading: ΒΑΣΙΛΙΚΟΝ (τῆς 2ας Δεκεμβρίου) [892,467,1058,478]
ad-line: ΕΝ ΠΑΡΙΣΙΟΙΣ ΕΙΔΙΚΕΥΘΕΙΣ [1292,1065,1424,1076]
list-item-amount: 281 [1118,342,1135,353]
list-item-name: Δημήτριος Ζωγράφος [815,241,907,252]
list-item [815,365,1135,376]
list-item-name: Φώτης Δημητρίου [815,489,892,500]
ad-manthos [720,1050,1132,1368]
ad-discount: ΜΕ 40 % [562,1472,658,1497]
list-item [815,275,1135,286]
ad-address: Ἁγίου Μηνᾶ 7, Γραφεῖον κ. Μποχαλή [529,1695,691,1705]
ad-address: Ὁδὸς Ὑψηλάντου 2-73 [1306,1529,1410,1539]
ad-name: Β. ΤΡΙΧΟΠΟΥΛΟΥ [199,1486,383,1505]
deposits-value: 6.550.000.000 [1497,380,1563,390]
article-title-line3: ΕΙΣ ΤΟ ΠΑΝΕΠΙΣΤΗΜΙΟΝ [98,129,262,143]
list-item-amount: 35053 [1107,354,1135,365]
ad-line: ἔκπτωσιν διάφορα [533,1497,687,1513]
list-item-name: Χρυσάνθη Χριστοδούλου [815,715,922,726]
list-item [815,185,1135,196]
notice-title: ΟΙΚΟΔΟΜΙΚΟΣ ΣΥΝΕΤΑΙΡΙΣΜΟΣ [526,1220,694,1231]
notice-paragraph: Ἡ Διεύθυνσις Ἐποικισμοῦ Θράκης προκηρύσσει δημοπρασίαν διὰ τὴν ἐκποίησιν δημοσίων κτημάτων κειμένων ἐν τῇ περιφερείᾳ Σερρῶν καὶ Δράμας. Ἡ δημοπρασία ἐνεργηθήσεται τὴν 15ην Νοεμβρίου 1930 ἡμέραν Σάββατον καὶ ὥραν 10—12 π. μ. ἐν τῷ καταστήματι τῆς Ὑπηρεσίας. [82,449,278,536]
article-title: Η ΕΛΛΗΝΟΒΟΥΛΓΑΡΙΚΗ ΜΕΤΑΝΑΣΤΕΥΣΙΣ [576,87,1064,111]
list-item-name: Παρασκευὴ Ἀλεξ. Βλασάκη φάκελλος [815,342,978,353]
list-item [815,196,1135,207]
article-title: Ο ΑΓΩΝΑΣ [101,86,259,114]
condition-item: Νευραλγίας [771,1186,827,1196]
ad-address: Ἁγίας Σοφίας 23 [349,978,436,988]
list-group-heading: ΓΙΑΚΕΖΑΙ (τῆς 2ας Δεκεμβρίου) [897,376,1053,387]
list-item-amount: 10353 [777,448,805,459]
notice-heading: ΠΡΟΣΚΛΗΣΙΣ ΔΙΚ. ΑΝΤΑΛΛΑΞΙΜΩΝ [290,122,495,138]
list-item-name: Ἀναστασία χήρα Ἰωάννου Βασιλείου [815,320,975,331]
bank-text: Ὑποκαταστήματα εἰς ὅλας τὰς πόλεις τῆς Ἑλλάδος. Πρακτορεῖον ἐν Νέᾳ Ὑόρκῃ 51 Maiden Lane. Γραφεῖον ἐν Σικάγῳ 35 S. Clark Street. Ἡ Ἐθνικὴ Τράπεζα τῆς Ἑλλάδος ἐκτελεῖ πάσης φύσεως τραπεζιτικὰς ἐργασίας, δέχεται καταθέσεις, ἀγοράζει καὶ πωλεῖ συνάλλαγμα ἐπὶ ὅλων τῶν χωρῶν. [1153,409,1563,452]
list-item-name: Ἀναστασία Βασιλείου [505,437,601,448]
masthead-left: ΣΕΛΙΣ 2 ΔΕΥΤΕΡΑ [80,62,182,73]
list-group-heading: ΜΠΟΔΙΑΒΟ (τῆς 3ης Δεκεμβρίου) [892,704,1058,715]
notice-title: ΔΗΛΩΣΙΣ ΤΟΥ ΚΙΝΗΜΑΤΟΘΕΑΤΡΟΥ [518,1135,702,1146]
article-paragraph: Αἱ ὁμολογίαι ἐκκαθαρίσεως ἀποστέλλονται πρὸς τοὺς κατόχους των διὰ τῆς Ἐθνικῆς Τραπέζης τῆς Ἑλλάδος ἢ παραδίδονται ἀπ' εὐθείας εἰς τοὺς ἐνδιαφερομένους. Διὰ πᾶσαν ἄλλην πληροφορίαν ἀπευθυντέον πρὸς τὴν Ἑλληνικὴν Ἀντιπροσωπείαν, ὁδὸς Πολυτεχνείου ἀριθ. 7 ἐν Ἀθήναις. [505,311,805,365]
condition-item: Ὑστερίαν [998,1162,1043,1172]
ad-charitantis [82,1278,278,1396]
list-item-amount: 15576 [1107,241,1135,252]
list-item-amount: 34820 [777,459,805,470]
hellenic-capital: ΚΕΦΑΛΑΙΑ ὁλοσχερῶς καταβεβλημένα δολλάρια 1.500.000 [1214,493,1502,504]
ad-hours: Δέχεται 9—12 καὶ 4—7 Σ/κυρ. 9—12 (Ἐναντι ἕνεσις) [313,1337,472,1358]
ad-koufa [1146,1294,1570,1482]
ad-name: Κ. Τ. ΜΑΝΘΟΣ [879,1060,1094,1088]
